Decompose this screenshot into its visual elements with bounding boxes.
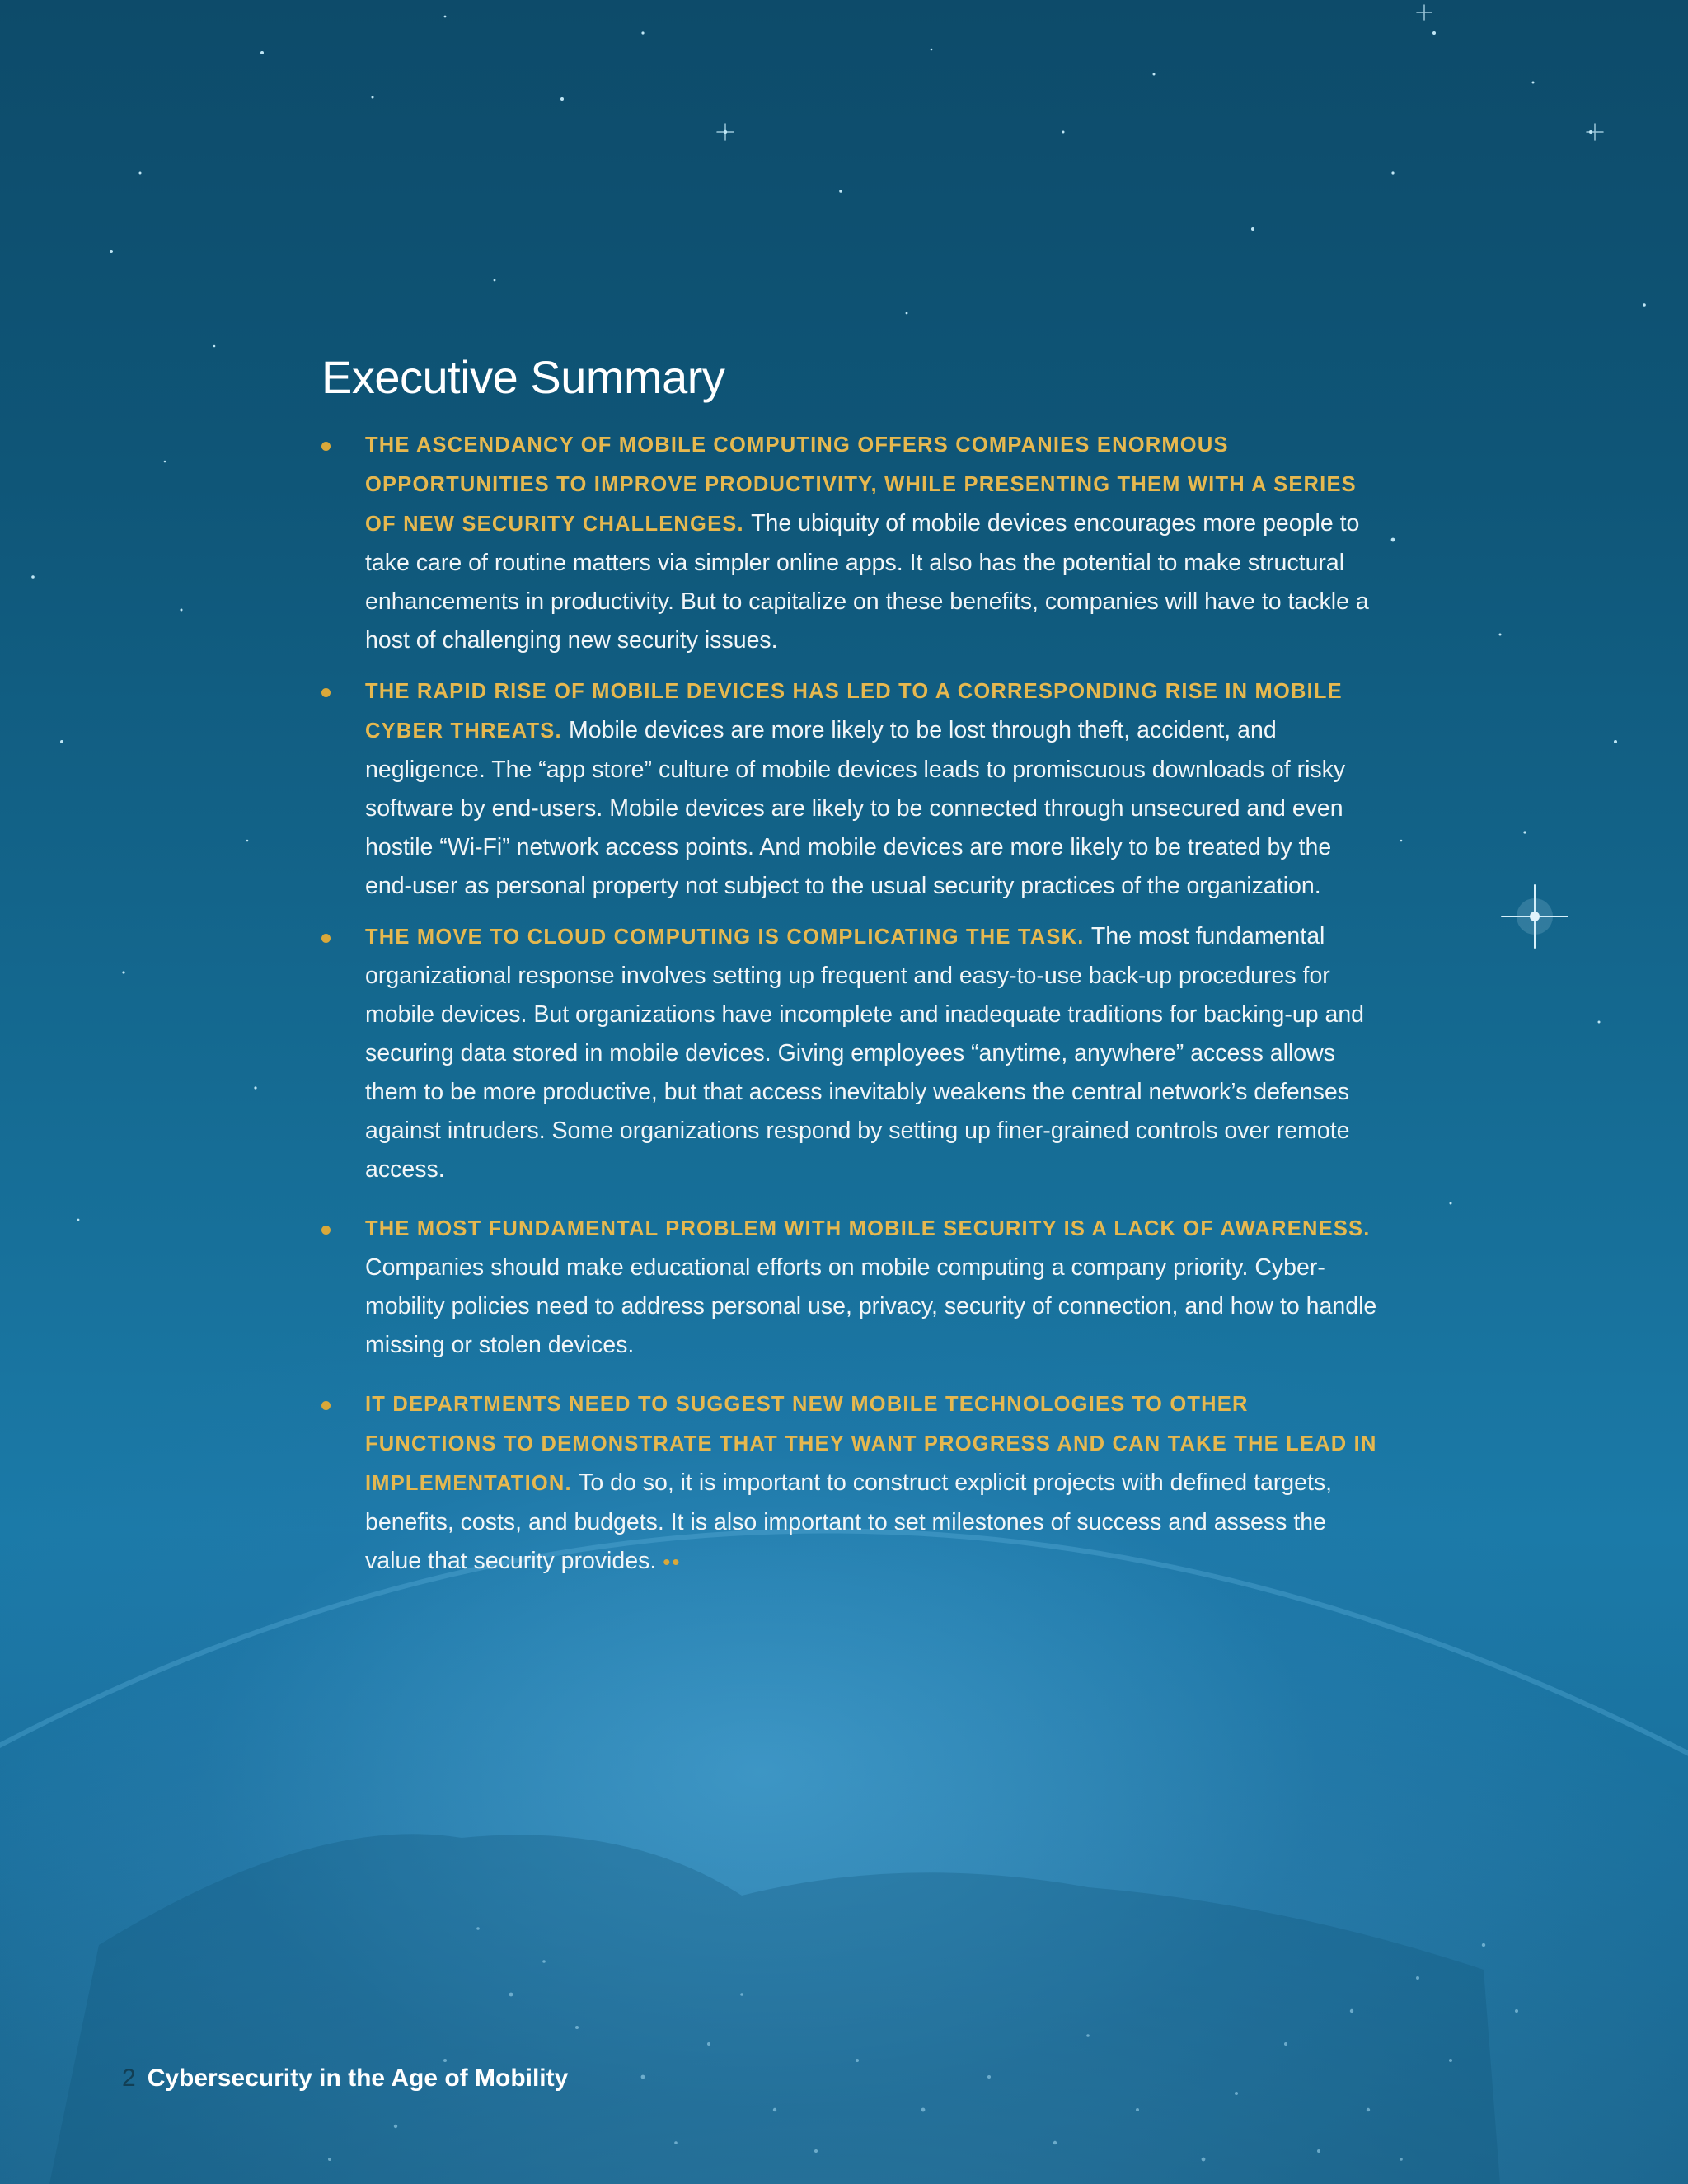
bullet-body: Mobile devices are more likely to be lost through theft, accident, and negligence. The “app store” culture of mobile devices leads to promiscuous downloads of risky software by end-users. Mobile devices are likely to be connected through unsecured and even hostile “Wi-Fi” network access points. And mobile devices are more likely to be treated by the end-user as personal property not subject to the usual security practices of the organization. — [365, 717, 1346, 899]
summary-bullet-list — [321, 425, 1385, 1582]
bullet-heading: THE ASCENDANCY OF MOBILE COMPUTING OFFERS COMPANIES ENORMOUS OPPORTUNITIES TO IMPROVE PRODUCTIVITY, WHILE PRESENTING THEM WITH A SERIES OF NEW SECURITY CHALLENGES. — [365, 434, 1357, 536]
page-number: 2 — [122, 2064, 136, 2092]
bullet-heading: THE MOVE TO CLOUD COMPUTING IS COMPLICATING THE TASK. — [365, 926, 1091, 949]
summary-bullet-3 — [321, 917, 1385, 1189]
summary-bullet-5 — [321, 1385, 1385, 1582]
bullet-heading: THE MOST FUNDAMENTAL PROBLEM WITH MOBILE SECURITY IS A LACK OF AWARENESS. — [365, 1217, 1371, 1240]
summary-bullet-2 — [321, 672, 1385, 906]
bullet-dot-icon — [321, 442, 331, 451]
page-title: Executive Summary — [321, 351, 725, 403]
summary-bullet-1 — [321, 425, 1385, 660]
bullet-dot-icon — [321, 934, 331, 943]
bullet-body: Companies should make educational efforts on mobile computing a company priority. Cyber-mobility policies need to address personal use, privacy, security of connection, and how to handle missing or stolen devices. — [365, 1254, 1377, 1358]
summary-bullet-4 — [321, 1209, 1385, 1365]
bullet-dot-icon — [321, 688, 331, 697]
executive-summary-section — [321, 350, 1385, 1593]
bullet-body: To do so, it is important to construct explicit projects with defined targets, benefits, costs, and budgets. It is also important to set milestones of success and assess the value that security provides. — [365, 1469, 1333, 1574]
bullet-dot-icon — [321, 1226, 331, 1235]
end-of-article-mark: •• — [663, 1549, 682, 1574]
page-footer — [122, 2060, 568, 2097]
bullet-heading: IT DEPARTMENTS NEED TO SUGGEST NEW MOBILE TECHNOLOGIES TO OTHER FUNCTIONS TO DEMONSTRATE THAT THEY WANT PROGRESS AND CAN TAKE THE LEAD IN IMPLEMENTATION. — [365, 1393, 1377, 1495]
bullet-heading: THE RAPID RISE OF MOBILE DEVICES HAS LED TO A CORRESPONDING RISE IN MOBILE CYBER THREATS. — [365, 680, 1343, 743]
bullet-body: The most fundamental organizational response involves setting up frequent and easy-to-use back-up procedures for mobile devices. But organizations have incomplete and inadequate traditions for backing-up and securing data stored in mobile devices. Giving employees “anytime, anywhere” access allows them to be more productive, but that access inevitably weakens the central network’s defenses against intruders. Some organizations respond by setting up finer-grained controls over remote access. — [365, 923, 1365, 1183]
bullet-body: The ubiquity of mobile devices encourages more people to take care of routine matters via simpler online apps. It also has the potential to make structural enhancements in productivity. But to capitalize on these benefits, companies will have to tackle a host of challenging new security issues. — [365, 510, 1369, 654]
bullet-dot-icon — [321, 1401, 331, 1410]
footer-title: Cybersecurity in the Age of Mobility — [147, 2064, 569, 2092]
